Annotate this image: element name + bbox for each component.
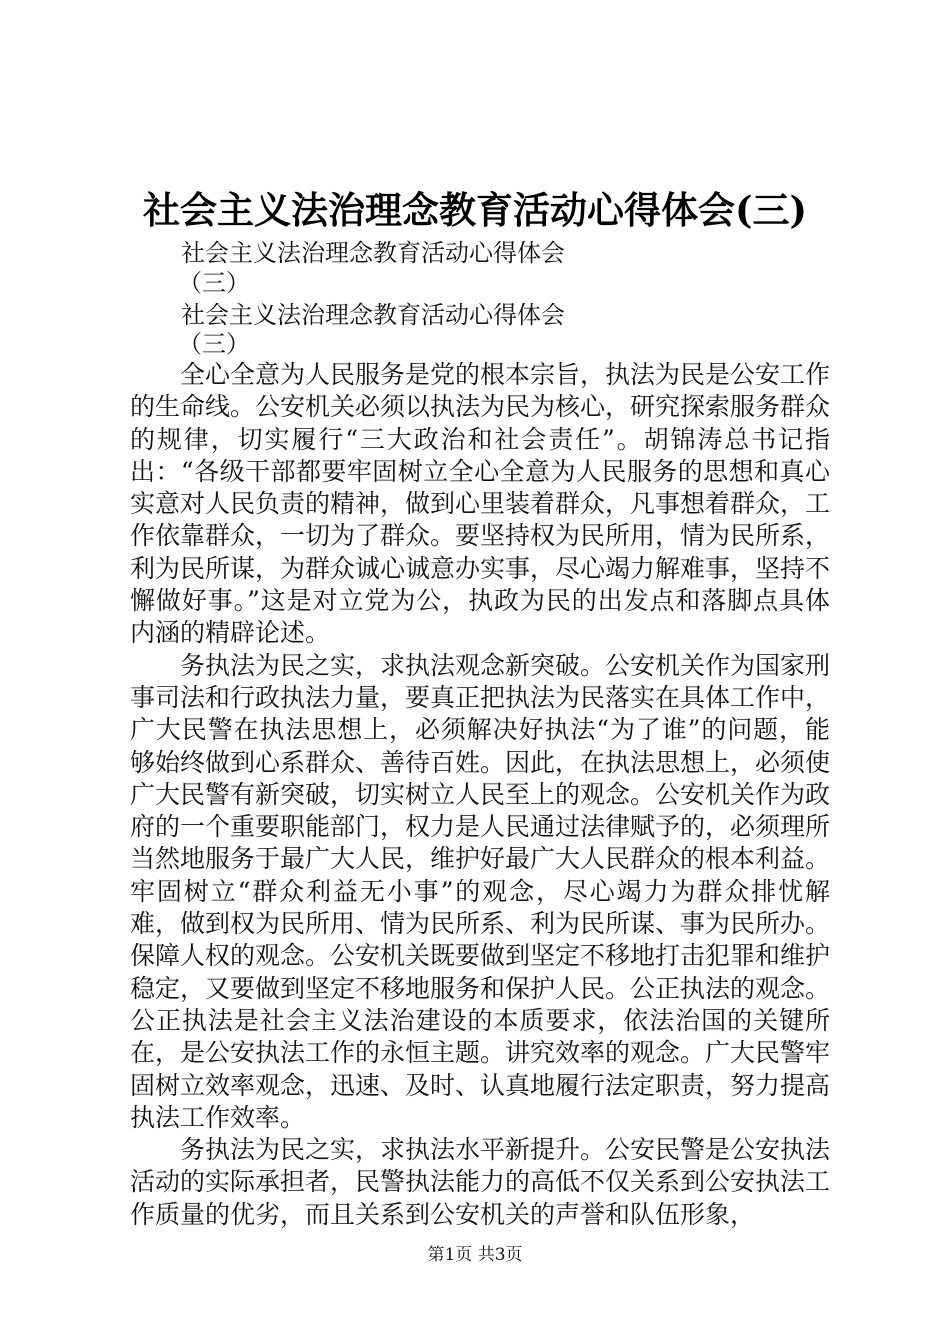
subtitle-number-2: （三） <box>178 330 250 358</box>
subtitle-line-1: 社会主义法治理念教育活动心得体会 <box>181 239 565 267</box>
subtitle-line-2: 社会主义法治理念教育活动心得体会 <box>181 301 565 329</box>
body-paragraph-3: 务执法为民之实，求执法水平新提升。公安民警是公安执法活动的实际承担者，民警执法能力的高低不仅关系到公安执法工作质量的优劣，而且关系到公安机关的声誉和队伍形象， <box>130 1135 831 1229</box>
document-body <box>130 359 830 1231</box>
body-paragraph-1: 全心全意为人民服务是党的根本宗旨，执法为民是公安工作的生命线。公安机关必须以执法为民为核心，研究探索服务群众的规律，切实履行“三大政治和社会责任”。胡锦涛总书记指出：“各级干部都要牢固树立全心全意为人民服务的思想和真心实意对人民负责的精神，做到心里装着群众，凡事想着群众，工作依靠群众，一切为了群众。要坚持权为民所用，情为民所系，利为民所谋，为群众诚心诚意办实事，尽心竭力解难事，坚持不懈做好事。”这是对立党为公，执政为民的出发点和落脚点具体内涵的精辟论述。 <box>130 360 831 648</box>
subtitle-number-1: （三） <box>178 269 250 297</box>
page-footer: 第1页 共3页 <box>427 1245 523 1265</box>
document-title: 社会主义法治理念教育活动心得体会(三) <box>142 188 807 232</box>
body-paragraph-2: 务执法为民之实，求执法观念新突破。公安机关作为国家刑事司法和行政执法力量，要真正把执法为民落实在具体工作中，广大民警在执法思想上，必须解决好执法“为了谁”的问题，能够始终做到心系群众、善待百姓。因此，在执法思想上，必须使广大民警有新突破，切实树立人民至上的观念。公安机关作为政府的一个重要职能部门，权力是人民通过法律赋予的，必须理所当然地服务于最广大人民，维护好最广大人民群众的根本利益。牢固树立“群众利益无小事”的观念，尽心竭力为群众排忧解难，做到权为民所用、情为民所系、利为民所谋、事为民所办。保障人权的观念。公安机关既要做到坚定不移地打击犯罪和维护稳定，又要做到坚定不移地服务和保护人民。公正执法的观念。公正执法是社会主义法治建设的本质要求，依法治国的关键所在，是公安执法工作的永恒主题。讲究效率的观念。广大民警牢固树立效率观念，迅速、及时、认真地履行法定职责，努力提高执法工作效率。 <box>130 650 831 1132</box>
